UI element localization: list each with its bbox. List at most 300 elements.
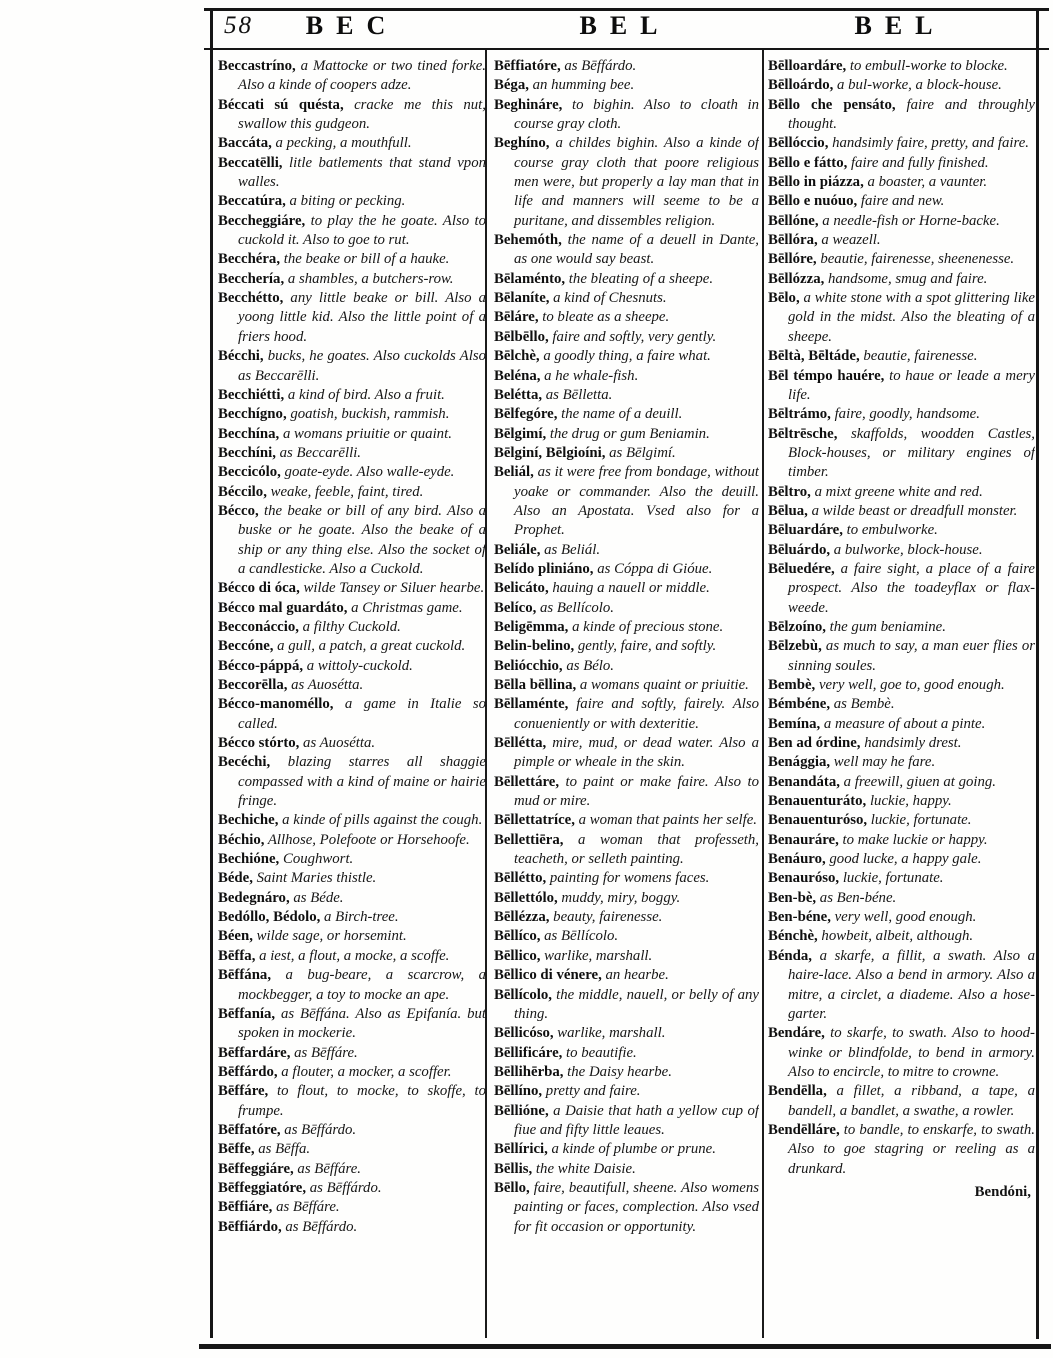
entry-gloss: as Bēffárdo. bbox=[560, 58, 637, 74]
entry-headword: Bēllíco, bbox=[494, 928, 541, 945]
entry-gloss: an humming bee. bbox=[528, 77, 635, 94]
dictionary-entry bbox=[768, 289, 1035, 347]
entry-headword: Bēllíno, bbox=[494, 1083, 543, 1100]
entry-gloss: as much to say, a man euer flies or sinning soules. bbox=[788, 638, 1035, 674]
entry-headword: Bēllícolo, bbox=[494, 986, 552, 1003]
entry-gloss: luckie, fortunate. bbox=[867, 812, 972, 829]
dictionary-entry bbox=[768, 502, 1035, 521]
dictionary-entry bbox=[218, 1044, 486, 1063]
entry-headword: Belído pliniáno, bbox=[494, 560, 594, 577]
entry-headword: Bendēlláre, bbox=[768, 1121, 840, 1138]
entry-gloss: faire, beautifull, sheene. Also womens painting or faces, complection. Also vsed for fit occasion or opportunity. bbox=[514, 1179, 759, 1235]
entry-headword: Benauróso, bbox=[768, 870, 840, 887]
entry-headword: Bécco di óca, bbox=[218, 580, 300, 597]
dictionary-entry bbox=[768, 947, 1035, 1024]
entry-gloss: wilde Tansey or Siluer hearbe. bbox=[299, 580, 485, 597]
dictionary-entry bbox=[218, 1082, 486, 1121]
entry-headword: Bēffe, bbox=[218, 1141, 255, 1158]
dictionary-entry bbox=[494, 96, 759, 135]
entry-headword: Bēllo in piázza, bbox=[768, 174, 864, 191]
entry-headword: Beccastríno, bbox=[218, 58, 296, 74]
entry-headword: Bēllióne, bbox=[494, 1102, 549, 1119]
entry-gloss: beautie, fairenesse. bbox=[859, 348, 978, 365]
dictionary-entry bbox=[494, 289, 759, 308]
entry-headword: Benauenturóso, bbox=[768, 812, 868, 829]
dictionary-entry bbox=[768, 676, 1035, 695]
dictionary-entry bbox=[218, 192, 486, 211]
entry-headword: Bēffeggiatóre, bbox=[218, 1179, 307, 1196]
dictionary-entry bbox=[218, 599, 486, 618]
dictionary-entry bbox=[218, 927, 486, 946]
dictionary-entry bbox=[768, 134, 1035, 153]
entry-gloss: as Bēffána. Also as Epifanía. but spoken in mockerie. bbox=[238, 1005, 486, 1042]
dictionary-entry bbox=[494, 1082, 759, 1101]
dictionary-entry bbox=[768, 831, 1035, 850]
entry-headword: Béga, bbox=[494, 77, 529, 94]
entry-gloss: muddy, miry, boggy. bbox=[557, 889, 681, 906]
entry-gloss: faire and softly, fairely. Also conueniently or with dexteritie. bbox=[514, 696, 759, 732]
entry-headword: Becchéra, bbox=[218, 251, 281, 268]
entry-gloss: faire and fully finished. bbox=[847, 154, 989, 171]
dictionary-entry bbox=[768, 541, 1035, 560]
entry-headword: Bēlginí, Bēlgioíni, bbox=[494, 444, 606, 461]
dictionary-entry bbox=[218, 1005, 486, 1044]
entry-gloss: very well, goe to, good enough. bbox=[815, 677, 1005, 693]
entry-headword: Béchio, bbox=[218, 831, 265, 848]
entry-headword: Bēlaníte, bbox=[494, 290, 550, 307]
entry-gloss: a womans priuitie or quaint. bbox=[279, 425, 452, 442]
entry-gloss: Saint Maries thistle. bbox=[252, 870, 377, 887]
entry-gloss: the name of a deuill. bbox=[557, 406, 683, 423]
entry-gloss: gently, faire, and softly. bbox=[574, 638, 717, 655]
entry-gloss: painting for womens faces. bbox=[546, 870, 710, 887]
entry-headword: Becchína, bbox=[218, 425, 280, 442]
entry-headword: Bēlfegóre, bbox=[494, 406, 558, 423]
entry-headword: Bēffárdo, bbox=[218, 1063, 278, 1080]
entry-headword: Bēllírici, bbox=[494, 1141, 548, 1158]
entry-gloss: the white Daisie. bbox=[532, 1160, 636, 1177]
entry-gloss: the Daisy hearbe. bbox=[563, 1063, 672, 1080]
dictionary-entry bbox=[768, 869, 1035, 888]
column-header-bel-1: BEL bbox=[579, 11, 671, 40]
entry-gloss: a skarfe, a fillit, a swath. Also a haire-lace. Also a bend in armory. Also a mitre, a circlet, a diademe. Also a hose-garter. bbox=[788, 947, 1035, 1022]
entry-headword: Beliál, bbox=[494, 464, 534, 481]
dictionary-entry bbox=[768, 792, 1035, 811]
dictionary-entry bbox=[218, 889, 486, 908]
dictionary-entry bbox=[218, 270, 486, 289]
entry-headword: Bēllihērba, bbox=[494, 1063, 564, 1080]
entry-gloss: a kind of bird. Also a fruit. bbox=[284, 386, 445, 403]
entry-gloss: warlike, marshall. bbox=[553, 1025, 666, 1042]
entry-gloss: as Bēlletta. bbox=[542, 386, 613, 403]
entry-headword: Ben-bè, bbox=[768, 889, 817, 906]
dictionary-entry bbox=[768, 367, 1035, 406]
entry-gloss: a freewill, giuen at going. bbox=[839, 773, 996, 790]
entry-headword: Bēffa, bbox=[218, 947, 256, 964]
entry-headword: Bendēlla, bbox=[768, 1083, 827, 1100]
entry-gloss: faire, goodly, handsome. bbox=[830, 406, 980, 423]
entry-headword: Bēltrámo, bbox=[768, 406, 831, 423]
dictionary-entry bbox=[768, 1024, 1035, 1082]
entry-headword: Ben ad órdine, bbox=[768, 735, 861, 752]
entry-gloss: a Christmas game. bbox=[347, 599, 463, 616]
dictionary-entry bbox=[218, 405, 486, 424]
dictionary-entry bbox=[768, 927, 1035, 946]
dictionary-entry bbox=[218, 444, 486, 463]
entry-headword: Ben-béne, bbox=[768, 909, 831, 926]
entry-headword: Bēllo che pensáto, bbox=[768, 96, 896, 113]
dictionary-entry bbox=[494, 328, 759, 347]
dictionary-entry bbox=[494, 657, 759, 676]
entry-gloss: faire and throughly thought. bbox=[788, 96, 1035, 133]
entry-headword: Bēffeggiáre, bbox=[218, 1160, 294, 1177]
entry-headword: Bēllico, bbox=[494, 947, 541, 964]
entry-headword: Becconáccio, bbox=[218, 618, 299, 635]
dictionary-entry bbox=[494, 134, 759, 231]
entry-gloss: handsimly drest. bbox=[860, 735, 962, 752]
entry-gloss: a game in Italie so called. bbox=[238, 696, 486, 732]
dictionary-entry bbox=[494, 1044, 759, 1063]
entry-gloss: a Mattocke or two tined forke. Also a kinde of coopers adze. bbox=[238, 58, 486, 94]
dictionary-entry bbox=[494, 637, 759, 656]
dictionary-entry bbox=[218, 695, 486, 734]
entry-gloss: a childes bighin. Also a kinde of course gray cloth that poore religious men were, but properly a lay man that in life and manners will seeme to be a puritane, and dissembles religion. bbox=[514, 135, 759, 229]
entry-headword: Bedegnáro, bbox=[218, 889, 290, 906]
entry-gloss: as Bēffárdo. bbox=[306, 1179, 382, 1196]
dictionary-entry bbox=[494, 1024, 759, 1043]
dictionary-entry bbox=[218, 966, 486, 1005]
entry-gloss: the beake or bill of a hauke. bbox=[280, 251, 450, 268]
entry-headword: Beligēmma, bbox=[494, 618, 569, 635]
dictionary-entry bbox=[218, 502, 486, 579]
dictionary-entry bbox=[218, 869, 486, 888]
dictionary-entry bbox=[768, 715, 1035, 734]
entry-gloss: as Cóppa di Gióue. bbox=[593, 560, 713, 577]
entry-gloss: a biting or pecking. bbox=[285, 193, 406, 210]
entry-gloss: as Bēffáre. bbox=[272, 1199, 340, 1216]
dictionary-entry bbox=[768, 773, 1035, 792]
entry-headword: Bēllettólo, bbox=[494, 889, 558, 906]
entry-gloss: a faire sight, a place of a faire prospect. Also the toadeyflax or flax-weede. bbox=[788, 560, 1035, 616]
dictionary-entry bbox=[218, 425, 486, 444]
entry-headword: Bemína, bbox=[768, 715, 821, 732]
dictionary-entry bbox=[768, 753, 1035, 772]
entry-headword: Bēlla bēllina, bbox=[494, 677, 577, 693]
entry-gloss: a gull, a patch, a great cuckold. bbox=[273, 638, 466, 655]
dictionary-entry bbox=[218, 1218, 486, 1237]
entry-gloss: handsome, smug and faire. bbox=[824, 270, 988, 287]
dictionary-entry bbox=[768, 57, 1035, 76]
entry-gloss: as Béde. bbox=[289, 889, 344, 906]
dictionary-entry bbox=[768, 637, 1035, 676]
entry-headword: Beliále, bbox=[494, 541, 541, 558]
entry-headword: Bémbéne, bbox=[768, 696, 831, 713]
entry-headword: Bēlo, bbox=[768, 290, 800, 307]
entry-headword: Bēffanía, bbox=[218, 1005, 276, 1022]
dictionary-entry bbox=[768, 154, 1035, 173]
dictionary-entry bbox=[768, 192, 1035, 211]
entry-headword: Bēluardáre, bbox=[768, 522, 843, 539]
entry-headword: Benauráre, bbox=[768, 831, 839, 848]
entry-headword: Béde, bbox=[218, 870, 253, 887]
entry-gloss: weake, feeble, faint, tired. bbox=[266, 483, 424, 500]
entry-headword: Bēlua, bbox=[768, 502, 808, 519]
column-divider-2 bbox=[762, 50, 764, 1338]
entry-gloss: a shambles, a butchers-row. bbox=[284, 270, 454, 287]
dictionary-entry bbox=[218, 250, 486, 269]
entry-gloss: a filthy Cuckold. bbox=[298, 618, 401, 635]
dictionary-entry bbox=[494, 695, 759, 734]
entry-headword: Bēffiárdo, bbox=[218, 1218, 282, 1235]
entry-headword: Beccicólo, bbox=[218, 464, 281, 481]
dictionary-entry bbox=[494, 579, 759, 598]
entry-gloss: a fillet, a ribband, a tape, a bandell, a bandlet, a swathe, a rowler. bbox=[788, 1083, 1035, 1119]
dictionary-entry bbox=[494, 405, 759, 424]
entry-headword: Bēluedére, bbox=[768, 560, 835, 577]
dictionary-entry bbox=[218, 734, 486, 753]
entry-headword: Bēlaménto, bbox=[494, 270, 566, 287]
entry-headword: Bēllo e fátto, bbox=[768, 154, 848, 171]
entry-headword: Benáuro, bbox=[768, 851, 826, 868]
entry-gloss: wilde sage, or horsemint. bbox=[252, 928, 407, 945]
entry-headword: Bēltà, Bēltáde, bbox=[768, 348, 860, 365]
entry-headword: Bechióne, bbox=[218, 851, 280, 868]
entry-headword: Belin-belino, bbox=[494, 638, 575, 655]
entry-headword: Bēllo e nuóuo, bbox=[768, 193, 858, 210]
entry-headword: Bécco mal guardáto, bbox=[218, 599, 348, 616]
entry-gloss: as Auosétta. bbox=[299, 735, 376, 752]
entry-headword: Benandáta, bbox=[768, 773, 840, 790]
entry-gloss: a measure of about a pinte. bbox=[820, 715, 986, 732]
entry-gloss: bucks, he goates. Also cuckolds Also as Beccarēlli. bbox=[238, 348, 486, 384]
entry-gloss: the gum beniamine. bbox=[825, 618, 946, 635]
entry-gloss: a kinde of pills against the cough. bbox=[278, 812, 483, 829]
entry-headword: Bendáre, bbox=[768, 1025, 825, 1042]
entry-gloss: warlike, marshall. bbox=[540, 947, 653, 964]
dictionary-entry bbox=[494, 560, 759, 579]
entry-headword: Bēffána, bbox=[218, 967, 272, 984]
entry-gloss: beautie, fairenesse, sheenenesse. bbox=[816, 251, 1015, 268]
entry-gloss: a mixt greene white and red. bbox=[810, 483, 983, 500]
entry-headword: Bécco-páppá, bbox=[218, 657, 304, 674]
dictionary-entry bbox=[768, 231, 1035, 250]
entry-gloss: a womans quaint or priuitie. bbox=[576, 677, 749, 693]
entry-gloss: as Beliál. bbox=[540, 541, 601, 558]
dictionary-entry bbox=[218, 811, 486, 830]
dictionary-entry bbox=[494, 463, 759, 540]
dictionary-entry bbox=[218, 386, 486, 405]
entry-headword: Bēllificáre, bbox=[494, 1044, 563, 1061]
entry-gloss: a pecking, a mouthfull. bbox=[271, 135, 412, 152]
entry-headword: Béccati sú quésta, bbox=[218, 96, 344, 113]
dictionary-entry bbox=[494, 927, 759, 946]
entry-gloss: very well, good enough. bbox=[830, 909, 977, 926]
entry-gloss: goate-eyde. Also walle-eyde. bbox=[280, 464, 455, 481]
entry-headword: Bēllóccio, bbox=[768, 135, 829, 152]
entry-gloss: to embulworke. bbox=[842, 522, 938, 539]
dictionary-entry bbox=[768, 850, 1035, 869]
entry-headword: Bēllóra, bbox=[768, 232, 818, 249]
column-header-bel-2: BEL bbox=[854, 11, 946, 40]
dictionary-entry bbox=[768, 76, 1035, 95]
entry-headword: Becéchi, bbox=[218, 754, 271, 771]
entry-gloss: handsimly faire, pretty, and faire. bbox=[828, 135, 1029, 152]
entry-headword: Bēllóne, bbox=[768, 212, 819, 229]
entry-gloss: cracke me this nut, swallow this gudgeon. bbox=[238, 96, 486, 133]
entry-gloss: as Bellícolo. bbox=[536, 599, 614, 616]
entry-gloss: to bleate as a sheepe. bbox=[538, 309, 670, 326]
entry-gloss: a kind of Chesnuts. bbox=[549, 290, 667, 307]
entry-headword: Béccilo, bbox=[218, 483, 267, 500]
entry-gloss: to beautifie. bbox=[562, 1044, 637, 1061]
entry-gloss: as Bēffáre. bbox=[290, 1044, 358, 1061]
entry-headword: Bécco stórto, bbox=[218, 735, 300, 752]
entry-gloss: faire and softly, very gently. bbox=[548, 328, 717, 345]
dictionary-entry bbox=[494, 231, 759, 270]
entry-headword: Beliócchio, bbox=[494, 657, 563, 674]
entry-gloss: a woman that paints her selfe. bbox=[574, 812, 758, 829]
entry-gloss: pretty and faire. bbox=[542, 1083, 641, 1100]
entry-headword: Bénchè, bbox=[768, 928, 818, 945]
entry-headword: Bēllettáre, bbox=[494, 773, 560, 790]
entry-headword: Becchería, bbox=[218, 270, 285, 287]
entry-headword: Benággia, bbox=[768, 754, 831, 771]
entry-headword: Bēllózza, bbox=[768, 270, 825, 287]
dictionary-entry bbox=[494, 908, 759, 927]
entry-gloss: the name of a deuell in Dante, as one would say beast. bbox=[514, 232, 759, 268]
entry-headword: Bēllico di vénere, bbox=[494, 967, 602, 984]
dictionary-entry bbox=[768, 618, 1035, 637]
entry-headword: Bēffiatóre, bbox=[494, 58, 561, 74]
dictionary-entry bbox=[494, 1179, 759, 1237]
entry-headword: Bēllézza, bbox=[494, 909, 550, 926]
dictionary-entry bbox=[218, 637, 486, 656]
bottom-rule bbox=[199, 1344, 1051, 1349]
entry-gloss: a Birch-tree. bbox=[320, 909, 399, 926]
entry-gloss: as Auosétta. bbox=[287, 677, 364, 693]
dictionary-entry bbox=[494, 444, 759, 463]
entry-headword: Beccatēlli, bbox=[218, 154, 283, 171]
entry-gloss: the bleating of a sheepe. bbox=[565, 270, 714, 287]
dictionary-entry bbox=[218, 831, 486, 850]
entry-gloss: a Daisie that hath a yellow cup of fiue and fifty little leaues. bbox=[514, 1102, 759, 1138]
entry-headword: Bēllicóso, bbox=[494, 1025, 554, 1042]
dictionary-entry bbox=[218, 618, 486, 637]
entry-headword: Bēffatóre, bbox=[218, 1121, 281, 1138]
dictionary-entry bbox=[494, 347, 759, 366]
entry-headword: Becchíni, bbox=[218, 444, 276, 461]
entry-headword: Becchiétti, bbox=[218, 386, 285, 403]
entry-gloss: hauing a nauell or middle. bbox=[548, 580, 710, 597]
text-column-1 bbox=[218, 57, 486, 1341]
dictionary-entry bbox=[494, 367, 759, 386]
entry-headword: Beghináre, bbox=[494, 96, 563, 113]
dictionary-entry bbox=[768, 173, 1035, 192]
dictionary-entry bbox=[494, 270, 759, 289]
dictionary-entry bbox=[218, 1198, 486, 1217]
text-column-3 bbox=[768, 57, 1035, 1341]
dictionary-entry bbox=[494, 308, 759, 327]
dictionary-entry bbox=[494, 831, 759, 870]
entry-headword: Bembè, bbox=[768, 677, 816, 693]
entry-headword: Belíco, bbox=[494, 599, 537, 616]
dictionary-entry bbox=[218, 850, 486, 869]
entry-gloss: litle batlements that stand vpon walles. bbox=[238, 154, 486, 191]
entry-gloss: mire, mud, or dead water. Also a pimple or wheale in the skin. bbox=[514, 735, 759, 771]
dictionary-entry bbox=[768, 695, 1035, 714]
entry-headword: Belicáto, bbox=[494, 580, 549, 597]
entry-gloss: a goodly thing, a faire what. bbox=[539, 348, 711, 365]
entry-headword: Bēlgimí, bbox=[494, 425, 547, 442]
entry-gloss: beauty, fairenesse. bbox=[549, 909, 663, 926]
dictionary-entry bbox=[494, 541, 759, 560]
entry-headword: Beghíno, bbox=[494, 135, 550, 152]
page-number: 58 bbox=[224, 12, 253, 39]
entry-gloss: as Bēffárdo. bbox=[281, 1218, 358, 1235]
entry-headword: Bécchi, bbox=[218, 348, 264, 365]
entry-headword: Bēl témpo hauére, bbox=[768, 367, 885, 384]
entry-headword: Bécco-manoméllo, bbox=[218, 696, 334, 713]
entry-gloss: a kinde of precious stone. bbox=[568, 618, 724, 635]
entry-headword: Bēffardáre, bbox=[218, 1044, 291, 1061]
entry-headword: Beccóne, bbox=[218, 638, 274, 655]
entry-gloss: a needle-fish or Horne-backe. bbox=[818, 212, 1000, 229]
entry-headword: Bēlzoíno, bbox=[768, 618, 826, 635]
entry-headword: Benauenturáto, bbox=[768, 793, 867, 810]
entry-gloss: Coughwort. bbox=[279, 851, 354, 868]
entry-headword: Bécco, bbox=[218, 502, 259, 519]
dictionary-entry bbox=[218, 947, 486, 966]
entry-gloss: as it were free from bondage, without yoake or commander. Also the deuill. Also an Apostata. Vsed also for a Prophet. bbox=[514, 464, 759, 539]
entry-headword: Becchétto, bbox=[218, 290, 284, 307]
dictionary-entry bbox=[218, 1179, 486, 1198]
entry-gloss: luckie, fortunate. bbox=[839, 870, 944, 887]
entry-gloss: as Bēffa. bbox=[254, 1141, 311, 1158]
header-separator-rule bbox=[204, 48, 1049, 50]
entry-gloss: as Bēlgimí. bbox=[605, 444, 676, 461]
entry-headword: Bēlbēllo, bbox=[494, 328, 549, 345]
entry-headword: Bēlloárdo, bbox=[768, 77, 834, 94]
left-border-rule bbox=[210, 8, 213, 1338]
dictionary-entry bbox=[494, 1063, 759, 1082]
dictionary-entry bbox=[494, 869, 759, 888]
entry-gloss: a he whale-fish. bbox=[540, 367, 639, 384]
dictionary-entry bbox=[218, 676, 486, 695]
entry-headword: Bēlchè, bbox=[494, 348, 540, 365]
entry-gloss: as Bēffárdo. bbox=[280, 1121, 357, 1138]
entry-headword: Belétta, bbox=[494, 386, 543, 403]
entry-gloss: a weazell. bbox=[817, 232, 881, 249]
dictionary-entry bbox=[768, 250, 1035, 269]
dictionary-entry bbox=[494, 676, 759, 695]
entry-gloss: to skarfe, to swath. Also to hood-winke or blindfolde, to bend in armory. Also to encircle, to mitre to crowne. bbox=[788, 1025, 1035, 1080]
dictionary-entry bbox=[494, 425, 759, 444]
dictionary-entry bbox=[768, 521, 1035, 540]
dictionary-entry bbox=[768, 96, 1035, 135]
dictionary-entry bbox=[494, 1102, 759, 1141]
entry-gloss: faire and new. bbox=[857, 193, 945, 210]
entry-gloss: the drug or gum Beniamin. bbox=[546, 425, 710, 442]
dictionary-entry bbox=[218, 96, 486, 135]
entry-gloss: a boaster, a vaunter. bbox=[863, 174, 988, 191]
entry-headword: Bēllis, bbox=[494, 1160, 533, 1177]
entry-gloss: luckie, happy. bbox=[866, 793, 952, 810]
entry-headword: Bēllaménte, bbox=[494, 696, 569, 713]
dictionary-entry bbox=[218, 483, 486, 502]
dictionary-entry bbox=[218, 657, 486, 676]
entry-gloss: as Bēffáre. bbox=[293, 1160, 361, 1177]
entry-gloss: to make luckie or happy. bbox=[838, 831, 988, 848]
